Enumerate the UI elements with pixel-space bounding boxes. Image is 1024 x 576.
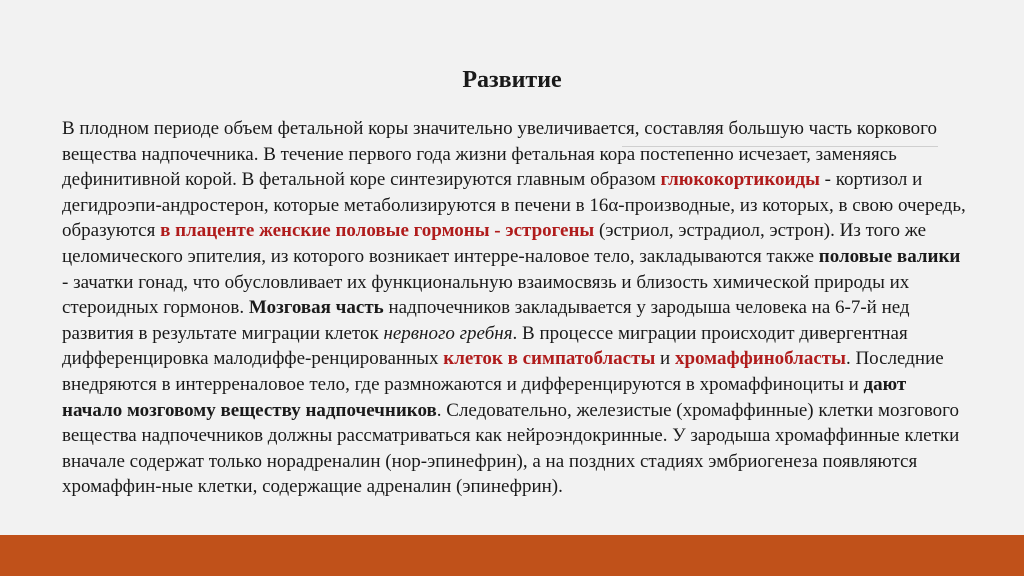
text-run: и xyxy=(655,348,675,370)
slide-title: Развитие xyxy=(462,67,562,93)
text-run: . Последние внедряются в интерреналовое тело, где размножаются и дифференцируются в хромаффиноциты и xyxy=(62,348,944,395)
italic-term: нервного гребня xyxy=(383,322,513,344)
highlight-term: в плаценте женские половые гормоны - эстрогены xyxy=(160,220,595,242)
highlight-term: глюкокортикоиды xyxy=(660,169,820,191)
bottom-accent-bar xyxy=(0,535,1024,576)
bold-term: Мозговая часть xyxy=(248,297,384,319)
highlight-term: хромаффинобласты xyxy=(674,348,846,370)
highlight-term: клеток в симпатобласты xyxy=(443,348,656,370)
body-paragraph xyxy=(62,116,967,500)
text-run: (эстриол, эстрадиол, эстрон). Из того же целомического эпителия, из которого возникает интерре-наловое тело, закладываются также xyxy=(62,220,927,267)
text-run: - зачатки гонад, что обусловливает их функциональную взаимосвязь и близость химической природы их стероидных гормонов. xyxy=(62,271,910,319)
text-run: надпочечников закладывается у зародыша человека на 6-7-й нед развития в результате миграции клеток xyxy=(62,297,910,344)
text-run: . В процессе миграции происходит дивергентная дифференцировка малодиффе-ренцированных xyxy=(62,322,908,370)
text-run: - кортизол и дегидроэпи-андростерон, которые метаболизируются в печени в 16α-производные, из которых, в свою очередь, образуются xyxy=(62,169,966,242)
bold-term: половые валики xyxy=(818,245,961,267)
text-run: В плодном периоде объем фетальной коры значительно увеличивается, составляя большую часть коркового вещества надпочечника. В течение первого года жизни фетальная кора постепенно исчезает, заменяясь дефинитивной корой. В фетальной коре синтезируются главным образом xyxy=(62,118,938,191)
text-run: . Следовательно, железистые (хромаффинные) клетки мозгового вещества надпочечников должны рассматриваться как нейроэндокринные. У зародыша хромаффинные клетки вначале содержат только норадреналин (нор-эпинефрин), а на поздних стадиях эмбриогенеза появляются хромаффин-ные клетки, содержащие адреналин (эпинефрин). xyxy=(62,399,960,498)
bold-term: дают начало мозговому веществу надпочечников xyxy=(62,373,907,421)
